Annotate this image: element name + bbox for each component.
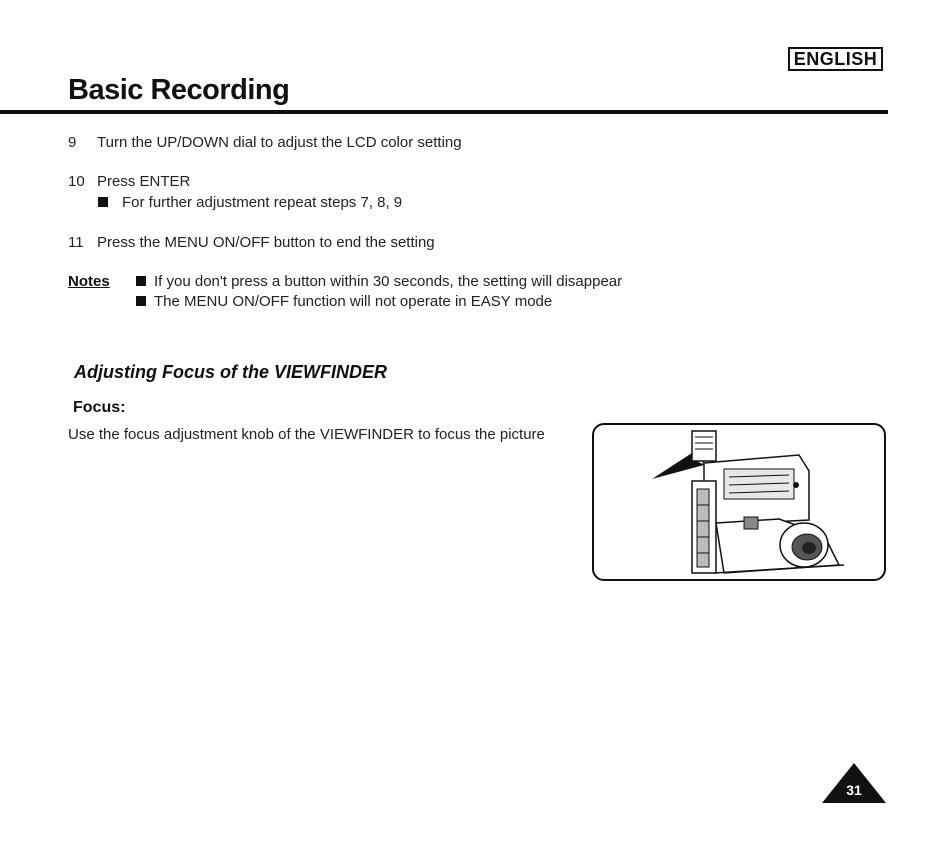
step-10-bullet bbox=[98, 194, 402, 211]
focus-instructions: Use the focus adjustment knob of the VIEWFINDER to focus the picture bbox=[68, 426, 545, 443]
step-number: 9 bbox=[68, 134, 77, 151]
step-number: 11 bbox=[68, 234, 84, 251]
title-divider bbox=[0, 110, 888, 114]
note-item bbox=[136, 293, 552, 310]
language-badge: ENGLISH bbox=[788, 47, 883, 71]
bullet-text: For further adjustment repeat steps 7, 8, 9 bbox=[122, 194, 403, 211]
square-bullet-icon bbox=[98, 197, 108, 207]
square-bullet-icon bbox=[136, 296, 146, 306]
step-text: Press ENTER bbox=[97, 173, 191, 190]
square-bullet-icon bbox=[136, 276, 146, 286]
note-text: The MENU ON/OFF function will not operate in EASY mode bbox=[154, 293, 553, 310]
notes-label: Notes bbox=[68, 273, 110, 290]
camcorder-viewfinder-icon bbox=[594, 425, 884, 579]
note-text: If you don't press a button within 30 seconds, the setting will disappear bbox=[154, 273, 623, 290]
step-text: Turn the UP/DOWN dial to adjust the LCD color setting bbox=[97, 134, 462, 151]
focus-subheading: Focus: bbox=[73, 399, 126, 416]
note-item bbox=[136, 273, 622, 290]
page-title: Basic Recording bbox=[68, 74, 290, 106]
step-number: 10 bbox=[68, 173, 85, 190]
step-text: Press the MENU ON/OFF button to end the setting bbox=[97, 234, 435, 251]
section-heading: Adjusting Focus of the VIEWFINDER bbox=[74, 362, 387, 382]
figure-frame bbox=[592, 423, 886, 581]
page-number: 31 bbox=[846, 782, 862, 798]
